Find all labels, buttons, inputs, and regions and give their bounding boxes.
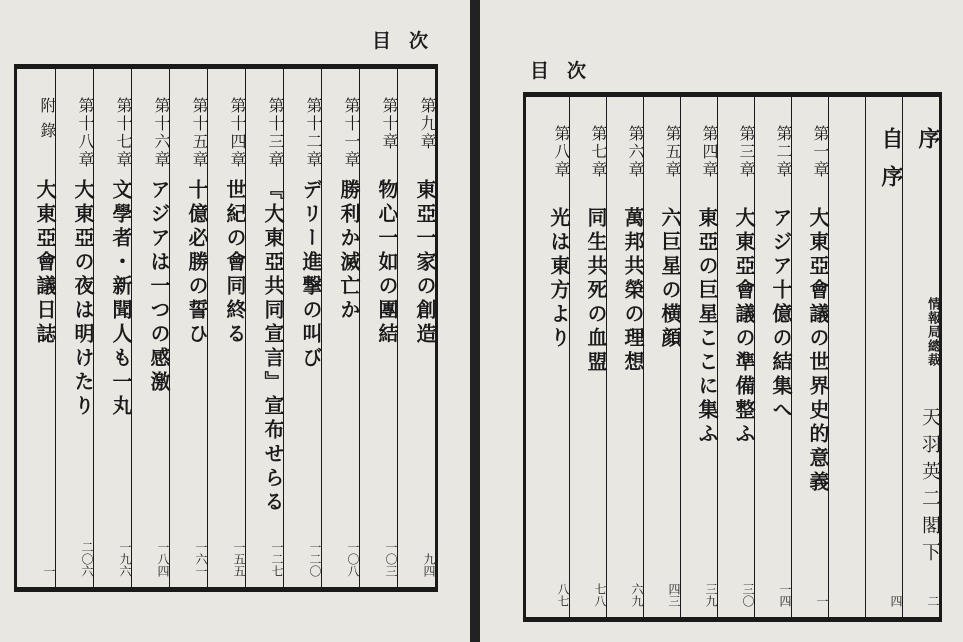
toc-entry[interactable] bbox=[359, 69, 397, 587]
page-number: 一四 bbox=[778, 583, 792, 607]
chapter-title: 勝利か滅亡か bbox=[337, 179, 361, 323]
chapter-title: 大東亞の夜は明けたり bbox=[71, 179, 95, 419]
toc-entry[interactable] bbox=[207, 69, 245, 587]
chapter-number: 第七章 bbox=[589, 125, 608, 179]
spacer-column bbox=[828, 97, 865, 617]
chapter-number: 第十二章 bbox=[304, 97, 323, 169]
page-number: 一九六 bbox=[118, 541, 132, 577]
page-number: 四 bbox=[889, 595, 903, 607]
page-number: 六九 bbox=[630, 583, 644, 607]
chapter-title: 十億必勝の誓ひ bbox=[185, 179, 209, 347]
page-number: 一八四 bbox=[156, 541, 170, 577]
chapter-title: 文學者・新聞人も一丸 bbox=[109, 179, 133, 419]
chapter-number: 第九章 bbox=[418, 97, 437, 151]
toc-entry[interactable] bbox=[283, 69, 321, 587]
page-number: 一 bbox=[815, 595, 829, 607]
chapter-number: 第十五章 bbox=[190, 97, 209, 169]
chapter-number: 第十六章 bbox=[152, 97, 171, 169]
chapter-title: 東亞一家の創造 bbox=[413, 179, 437, 347]
preface-title: 序 bbox=[915, 127, 941, 165]
chapter-number: 第五章 bbox=[663, 125, 682, 179]
chapter-title: 大東亞會議の世界史的意義 bbox=[806, 207, 830, 495]
book-gutter bbox=[470, 0, 480, 642]
page-header: 目次 bbox=[530, 60, 605, 82]
chapter-number: 第八章 bbox=[552, 125, 571, 179]
chapter-title: アジアは一つの感激 bbox=[147, 179, 171, 395]
page-number: 八七 bbox=[556, 583, 570, 607]
page-number: 二 bbox=[926, 595, 940, 607]
chapter-title: アジア十億の結集へ bbox=[769, 207, 793, 423]
toc-entry[interactable] bbox=[569, 97, 606, 617]
chapter-title: 物心一如の團結 bbox=[375, 179, 399, 347]
chapter-number: 第十章 bbox=[380, 97, 399, 151]
chapter-title: 世紀の會同終る bbox=[223, 179, 247, 347]
chapter-title: 大東亞會議の準備整ふ bbox=[732, 207, 756, 447]
page-number: 一 bbox=[42, 565, 56, 577]
chapter-title: 東亞の巨星ここに集ふ bbox=[695, 207, 719, 447]
toc-entry[interactable] bbox=[717, 97, 754, 617]
toc-columns bbox=[17, 69, 435, 587]
toc-box bbox=[14, 64, 438, 592]
toc-entry[interactable] bbox=[397, 69, 435, 587]
chapter-number: 第四章 bbox=[700, 125, 719, 179]
author-role: 情報局總裁 bbox=[925, 297, 940, 367]
toc-entry[interactable] bbox=[93, 69, 131, 587]
page-number: 二〇六 bbox=[80, 541, 94, 577]
toc-entry-preface[interactable] bbox=[902, 97, 939, 617]
chapter-title: 同生共死の血盟 bbox=[584, 207, 608, 375]
chapter-number: 第六章 bbox=[626, 125, 645, 179]
toc-entry[interactable] bbox=[169, 69, 207, 587]
toc-entry[interactable] bbox=[606, 97, 643, 617]
toc-entry[interactable] bbox=[754, 97, 791, 617]
chapter-number: 第十八章 bbox=[76, 97, 95, 169]
chapter-title: 大東亞會議日誌 bbox=[33, 179, 57, 347]
chapter-title: 六巨星の横顔 bbox=[658, 207, 682, 351]
chapter-number: 第二章 bbox=[774, 125, 793, 179]
chapter-number: 附 錄 bbox=[38, 97, 57, 141]
page-number: 七八 bbox=[593, 583, 607, 607]
toc-entry-self-preface[interactable] bbox=[865, 97, 902, 617]
chapter-title: 光は東方より bbox=[547, 207, 571, 351]
toc-columns bbox=[526, 97, 939, 617]
chapter-number: 第十七章 bbox=[114, 97, 133, 169]
page-number: 一五五 bbox=[232, 541, 246, 577]
page-number: 三九 bbox=[704, 583, 718, 607]
page-number: 九四 bbox=[422, 553, 436, 577]
chapter-title: デリー進撃の叫び bbox=[299, 179, 323, 371]
chapter-number: 第十四章 bbox=[228, 97, 247, 169]
page-header: 目次 bbox=[371, 30, 446, 52]
toc-entry[interactable] bbox=[680, 97, 717, 617]
toc-entry[interactable] bbox=[131, 69, 169, 587]
toc-entry-appendix[interactable] bbox=[18, 69, 55, 587]
page-number: 一二七 bbox=[270, 541, 284, 577]
author-name: 天羽英二閣下 bbox=[919, 407, 941, 569]
page-number: 一六一 bbox=[194, 541, 208, 577]
toc-entry[interactable] bbox=[55, 69, 93, 587]
toc-entry[interactable] bbox=[791, 97, 828, 617]
toc-entry[interactable] bbox=[533, 97, 569, 617]
chapter-number: 第三章 bbox=[737, 125, 756, 179]
toc-entry[interactable] bbox=[643, 97, 680, 617]
page-number: 四三 bbox=[667, 583, 681, 607]
toc-box bbox=[523, 92, 942, 622]
left-page bbox=[0, 0, 470, 642]
toc-entry[interactable] bbox=[245, 69, 283, 587]
right-page bbox=[480, 0, 963, 642]
chapter-number: 第十三章 bbox=[266, 97, 285, 169]
self-preface-title: 自序 bbox=[878, 127, 904, 203]
toc-entry[interactable] bbox=[321, 69, 359, 587]
chapter-number: 第十一章 bbox=[342, 97, 361, 169]
page-number: 一〇三 bbox=[384, 541, 398, 577]
chapter-title: 『大東亞共同宣言』宣布せらる bbox=[261, 179, 285, 515]
page-number: 一〇八 bbox=[346, 541, 360, 577]
chapter-title: 萬邦共榮の理想 bbox=[621, 207, 645, 375]
chapter-number: 第一章 bbox=[811, 125, 830, 179]
page-number: 三〇 bbox=[741, 583, 755, 607]
page-number: 一二〇 bbox=[308, 541, 322, 577]
